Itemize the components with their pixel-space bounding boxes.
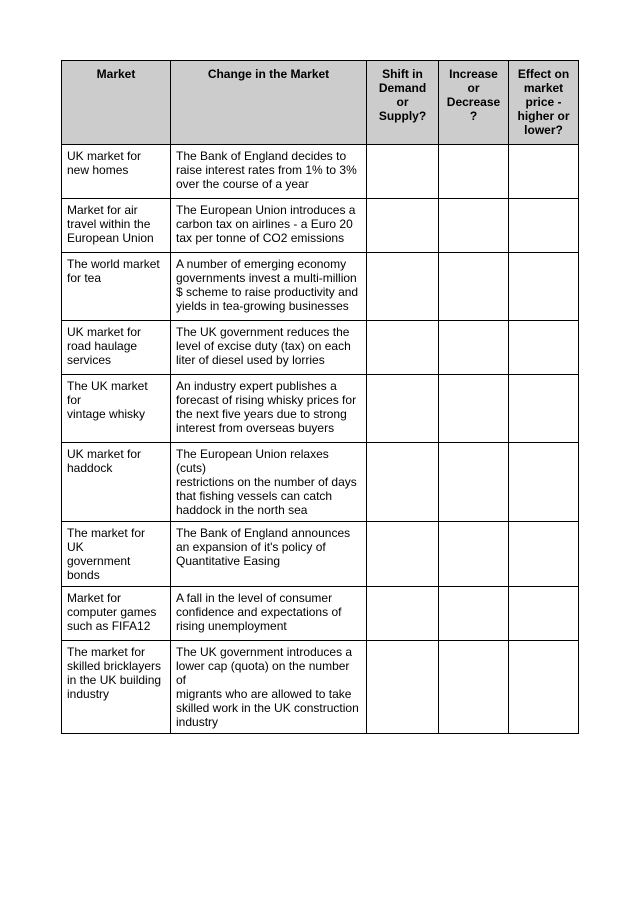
market-cell: The market for skilled bricklayers in the UK building industry <box>62 641 171 734</box>
market-cell: UK market for new homes <box>62 145 171 199</box>
change-cell: A number of emerging economy governments invest a multi-million $ scheme to raise productivity and yields in tea-growing businesses <box>171 253 367 321</box>
increase-answer-cell[interactable] <box>439 199 509 253</box>
header-effect-on-price: Effect on market price - higher or lower? <box>509 61 579 145</box>
table-row <box>62 522 579 587</box>
header-increase-decrease: Increase or Decrease ? <box>439 61 509 145</box>
header-shift: Shift in Demand or Supply? <box>367 61 439 145</box>
increase-answer-cell[interactable] <box>439 145 509 199</box>
increase-answer-cell[interactable] <box>439 375 509 443</box>
shift-answer-cell[interactable] <box>367 199 439 253</box>
effect-answer-cell[interactable] <box>509 443 579 522</box>
table-body <box>62 145 579 734</box>
increase-answer-cell[interactable] <box>439 253 509 321</box>
header-change-in-market: Change in the Market <box>171 61 367 145</box>
market-cell: UK market for road haulage services <box>62 321 171 375</box>
header-market: Market <box>62 61 171 145</box>
effect-answer-cell[interactable] <box>509 199 579 253</box>
effect-answer-cell[interactable] <box>509 321 579 375</box>
market-cell: The world market for tea <box>62 253 171 321</box>
change-cell: The European Union relaxes (cuts) restrictions on the number of days that fishing vessels can catch haddock in the north sea <box>171 443 367 522</box>
table-row <box>62 253 579 321</box>
increase-answer-cell[interactable] <box>439 587 509 641</box>
shift-answer-cell[interactable] <box>367 375 439 443</box>
change-cell: A fall in the level of consumer confidence and expectations of rising unemployment <box>171 587 367 641</box>
shift-answer-cell[interactable] <box>367 443 439 522</box>
change-cell: The UK government reduces the level of excise duty (tax) on each liter of diesel used by lorries <box>171 321 367 375</box>
increase-answer-cell[interactable] <box>439 443 509 522</box>
market-cell: Market for air travel within the European Union <box>62 199 171 253</box>
change-cell: The European Union introduces a carbon tax on airlines - a Euro 20 tax per tonne of CO2 emissions <box>171 199 367 253</box>
shift-answer-cell[interactable] <box>367 253 439 321</box>
table-row <box>62 443 579 522</box>
table-header-row <box>62 61 579 145</box>
shift-answer-cell[interactable] <box>367 641 439 734</box>
market-changes-table <box>61 60 579 734</box>
market-cell: UK market for haddock <box>62 443 171 522</box>
change-cell: The Bank of England announces an expansion of it's policy of Quantitative Easing <box>171 522 367 587</box>
effect-answer-cell[interactable] <box>509 522 579 587</box>
increase-answer-cell[interactable] <box>439 641 509 734</box>
effect-answer-cell[interactable] <box>509 641 579 734</box>
table-row <box>62 375 579 443</box>
change-cell: An industry expert publishes a forecast of rising whisky prices for the next five years due to strong interest from overseas buyers <box>171 375 367 443</box>
shift-answer-cell[interactable] <box>367 321 439 375</box>
market-cell: Market for computer games such as FIFA12 <box>62 587 171 641</box>
effect-answer-cell[interactable] <box>509 253 579 321</box>
shift-answer-cell[interactable] <box>367 587 439 641</box>
increase-answer-cell[interactable] <box>439 321 509 375</box>
effect-answer-cell[interactable] <box>509 587 579 641</box>
effect-answer-cell[interactable] <box>509 375 579 443</box>
shift-answer-cell[interactable] <box>367 522 439 587</box>
table-row <box>62 145 579 199</box>
table-row <box>62 199 579 253</box>
change-cell: The Bank of England decides to raise interest rates from 1% to 3% over the course of a year <box>171 145 367 199</box>
increase-answer-cell[interactable] <box>439 522 509 587</box>
market-cell: The UK market for vintage whisky <box>62 375 171 443</box>
shift-answer-cell[interactable] <box>367 145 439 199</box>
market-cell: The market for UK government bonds <box>62 522 171 587</box>
table-row <box>62 321 579 375</box>
table-row <box>62 587 579 641</box>
table-row <box>62 641 579 734</box>
effect-answer-cell[interactable] <box>509 145 579 199</box>
change-cell: The UK government introduces a lower cap (quota) on the number of migrants who are allowed to take skilled work in the UK construction industry <box>171 641 367 734</box>
